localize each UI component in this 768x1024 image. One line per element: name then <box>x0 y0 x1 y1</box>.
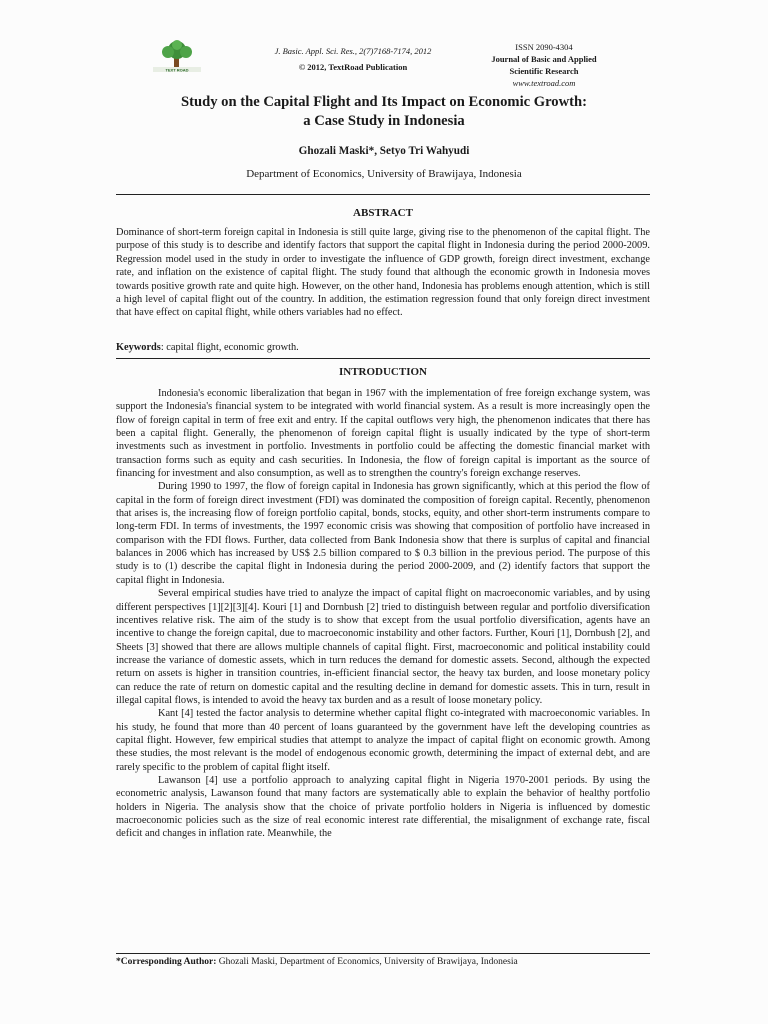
paragraph: Several empirical studies have tried to analyze the impact of capital flight on macroeconomic variables, and by using different perspectives [1][2][3][4]. Kouri [1] and Dornbush [2] tried to distinguish between regular and portfolio diversification incentives relative risk. The aim of the study is to show that except from the usual portfolio diversification, agents have an incentive to change the foreign capital, due to macroeconomic instability and other factors. Further, Kouri [1], Dornbush [2], and Sheets [3] showed that there are allows multiple channels of capital flight. First, macroeconomic and political instability could increase the variance of domestic assets, which in turn reduces the demand for domestic assets. Second, although the expected return on assets is higher in transition countries, in-efficient financial sector, the heavy tax burden, and loose monetary policy can reduce the rate of return on domestic capital and the resulting decline in demand for domestic assets. This in turn, result in illegal capital flows, is intended to avoid the heavy tax burden and as a result of loose monetary policy. <box>116 588 650 706</box>
paragraph: During 1990 to 1997, the flow of foreign capital in Indonesia has grown significantly, which at this period the flow of capital in the form of foreign direct investment (FDI) was dominated the composition of foreign capital. Recently, phenomenon that arises is, the increasing flow of foreign portfolio capital, bonds, stocks, equity, and other short-term instruments compare to long-term FDI. In terms of investments, the 1997 economic crisis was showing that composition of portfolio have increased in comparison with the FDI flows. Further, data collected from Bank Indonesia show that there is surplus of capital and financial balances in 2006 which has increased by US$ 2.5 billion compared to $ 0.3 billion in the previous period. The purpose of this study is to (1) describe the capital flight in Indonesia during the period 2000-2009, and (2) identify factors that support the capital flight in Indonesia. <box>116 481 650 586</box>
paragraph: Lawanson [4] use a portfolio approach to analyzing capital flight in Nigeria 1970-2001 periods. By using the econometric analysis, Lawanson found that many factors are systematically able to explain the behavior of healthy portfolio holders in Nigeria. The analysis show that the choice of private portfolio holders in Nigeria is influenced by domestic macroeconomic policies such as the size of real economic interest rate differential, the misalignment of exchange rate, fiscal deficit and changes in inflation rate. Meanwhile, the <box>116 774 650 840</box>
top-divider <box>116 194 650 195</box>
title-line-2: a Case Study in Indonesia <box>303 113 465 129</box>
keywords-label: Keywords <box>116 342 161 353</box>
journal-url: www.textroad.com <box>512 78 576 88</box>
footnote-divider <box>116 953 650 954</box>
affiliation: Department of Economics, University of Brawijaya, Indonesia <box>246 168 522 180</box>
footnote-label: *Corresponding Author: <box>116 957 217 967</box>
svg-text:TEXT ROAD: TEXT ROAD <box>165 67 189 73</box>
journal-name-2: Scientific Research <box>509 66 579 76</box>
issn: ISSN 2090-4304 <box>515 42 573 52</box>
footnote-text: Ghozali Maski, Department of Economics, University of Brawijaya, Indonesia <box>216 957 518 967</box>
paper-title <box>110 93 658 131</box>
title-line-1: Study on the Capital Flight and Its Impact on Economic Growth: <box>181 94 587 110</box>
paragraph: Indonesia's economic liberalization that began in 1967 with the implementation of free foreign exchange system, was support the Indonesia's financial system to be integrated with world financial system. As a result is more increasingly open the flow of foreign capital in term of free exit and entry. If the capital outflows very high, the phenomenon indicates that there has been a capital flight. Generally, the phenomenon of foreign capital flight is usually indicated by the type of short-term investments such as investment in portfolio. Investments in portfolio could be affecting the domestic financial market with transaction forms such as equity and cash securities. In Indonesia, the flow of foreign capital is important as the source of financing for investment and also consumption, as well as to strengthen the country's foreign exchange reserves. <box>116 388 650 480</box>
abstract-heading: ABSTRACT <box>353 207 413 219</box>
abstract-text: Dominance of short-term foreign capital in Indonesia is still quite large, giving rise to the phenomenon of the capital flight. The purpose of this study is to describe and identify factors that support the capital flight in Indonesia during the period 2000-2009. Regression model used in the study in order to investigate the influence of GDP growth, foreign direct investment, exchange rate, and inflation on the existence of capital flight. The study found that although the economic growth in Indonesia moves towards positive growth rate and quite high. However, on the other hand, Indonesia has problems enough attention, which is still a high level of capital flight out of the country. In addition, the estimation regression found that only foreign direct investment that have effect on capital flight, while others variables had no effect. <box>116 227 650 319</box>
corresponding-author-footnote <box>116 957 650 969</box>
journal-header <box>248 43 458 75</box>
authors: Ghozali Maski*, Setyo Tri Wahyudi <box>298 145 470 157</box>
journal-info <box>484 41 604 89</box>
introduction-heading: INTRODUCTION <box>338 366 427 378</box>
paragraph: Kant [4] tested the factor analysis to determine whether capital flight co-integrated with macroeconomic variables. In his study, he found that more than 40 percent of loans guaranteed by the government have left the developing countries as capital flight. However, few empirical studies that attempt to analyze the impact of capital flight on economic growth. Among these studies, the most relevant is the model of endogenous economic growth, determining the impact of external debt, and are rarely specific to the problem of capital flight itself. <box>116 708 650 773</box>
citation-line: J. Basic. Appl. Sci. Res., 2(7)7168-7174, 2012 <box>274 46 432 56</box>
introduction-body <box>116 387 650 841</box>
keywords <box>116 342 650 353</box>
abstract-divider <box>116 358 650 359</box>
copyright-line: © 2012, TextRoad Publication <box>298 62 408 72</box>
textroad-logo <box>147 40 207 74</box>
journal-name-1: Journal of Basic and Applied <box>491 54 597 64</box>
keywords-text: : capital flight, economic growth. <box>160 342 299 353</box>
